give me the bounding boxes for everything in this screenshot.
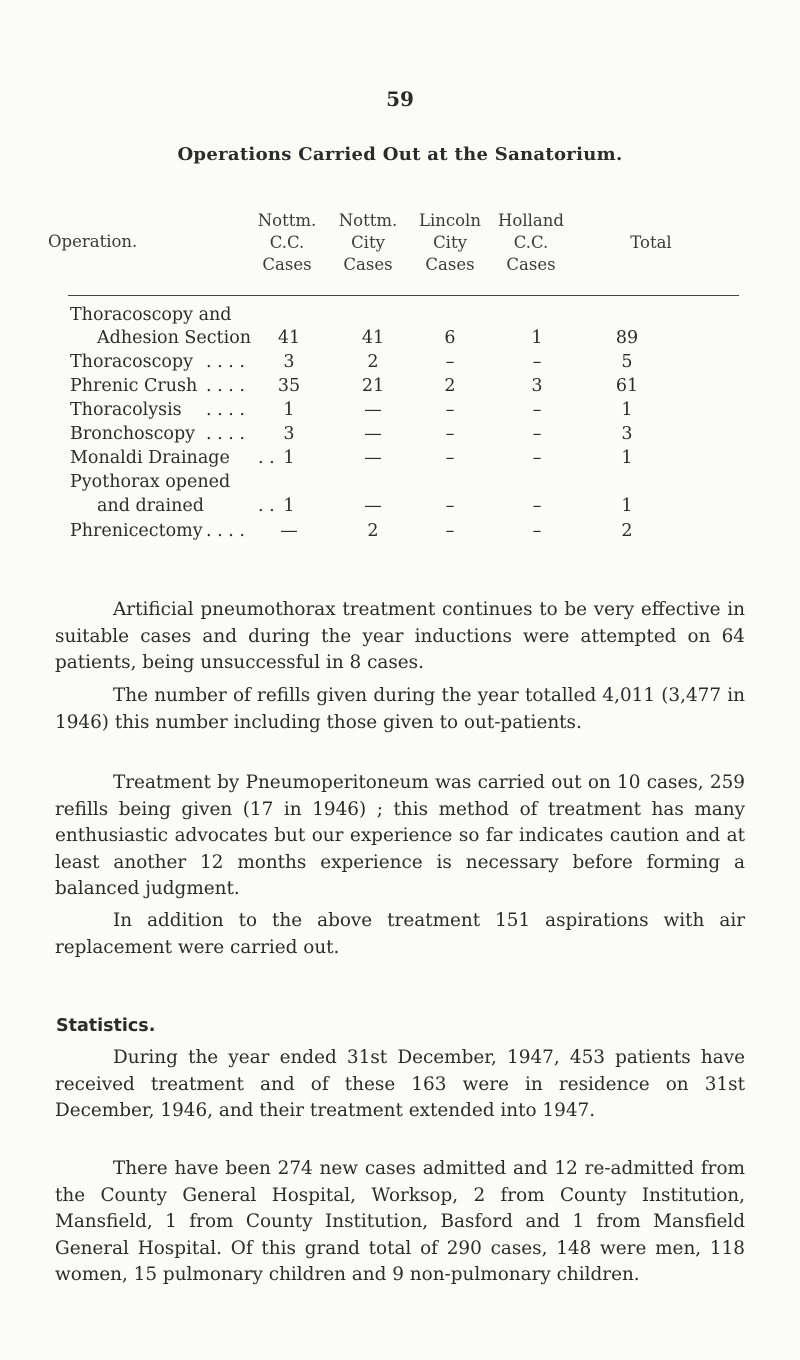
cell-holland-cc: – bbox=[532, 352, 542, 372]
cell-holland-cc: 1 bbox=[531, 328, 543, 348]
header-operation: Operation. bbox=[48, 232, 138, 251]
cell-notts-cc: 3 bbox=[283, 424, 295, 444]
cell-notts-city: 2 bbox=[367, 352, 379, 372]
cell-lincoln-city: 6 bbox=[444, 328, 456, 348]
paragraph-aspirations bbox=[55, 908, 745, 961]
cell-notts-cc: 1 bbox=[283, 496, 295, 516]
cell-notts-cc: 41 bbox=[277, 328, 301, 348]
table-row bbox=[0, 448, 800, 472]
paragraph-text: There have been 274 new cases admitted and 12 re-admitted from the County General Hospital, Worksop, 2 from County Institution, Mansfield, 1 from County Institution, Basford and 1 from Mansfield General Hospital. Of this grand total of 290 cases, 148 were men, 118 women, 15 pulmonary children and 9 non-pulmonary children. bbox=[55, 1158, 745, 1285]
cell-notts-city: 41 bbox=[361, 328, 385, 348]
row-label: Adhesion Section bbox=[97, 328, 251, 348]
leader-dots: . . bbox=[258, 448, 275, 468]
cell-lincoln-city: 2 bbox=[444, 376, 456, 396]
header-line: C.C. bbox=[513, 233, 549, 252]
cell-holland-cc: – bbox=[532, 400, 542, 420]
table-row bbox=[0, 352, 800, 376]
cell-total: 2 bbox=[621, 521, 633, 541]
table-row bbox=[0, 521, 800, 545]
cell-notts-cc: 1 bbox=[283, 448, 295, 468]
table-row bbox=[0, 496, 800, 520]
leader-dots: . . . . bbox=[206, 352, 245, 372]
header-line: Cases bbox=[425, 255, 475, 274]
row-label: and drained bbox=[97, 496, 204, 516]
cell-holland-cc: – bbox=[532, 521, 542, 541]
table-row bbox=[0, 424, 800, 448]
cell-holland-cc: 3 bbox=[531, 376, 543, 396]
cell-notts-city: 21 bbox=[361, 376, 385, 396]
header-line: Nottm. bbox=[338, 211, 398, 230]
cell-notts-cc: 35 bbox=[277, 376, 301, 396]
table-row bbox=[0, 305, 800, 329]
row-label: Phrenicectomy bbox=[70, 521, 203, 541]
row-label: Phrenic Crush bbox=[70, 376, 198, 396]
leader-dots: . . . . bbox=[206, 376, 245, 396]
table-row bbox=[0, 376, 800, 400]
header-line: City bbox=[351, 233, 385, 252]
table-row bbox=[0, 400, 800, 424]
cell-notts-city: 2 bbox=[367, 521, 379, 541]
paragraph-text: In addition to the above treatment 151 aspirations with air replacement were carried out. bbox=[55, 910, 745, 958]
paragraph-refills bbox=[55, 683, 745, 736]
header-rule bbox=[68, 295, 739, 296]
row-label: Pyothorax opened bbox=[70, 472, 231, 492]
header-line: Nottm. bbox=[257, 211, 317, 230]
paragraph-text: Artificial pneumothorax treatment continues to be very effective in suitable cases and during the year inductions were attempted on 64 patients, being unsuccessful in 8 cases. bbox=[55, 599, 745, 673]
row-label: Thoracoscopy bbox=[70, 352, 194, 372]
header-line: City bbox=[433, 233, 467, 252]
section-heading-statistics: Statistics. bbox=[56, 1016, 156, 1036]
cell-notts-city: — bbox=[364, 496, 382, 516]
row-label: Bronchoscopy bbox=[70, 424, 196, 444]
cell-holland-cc: – bbox=[532, 496, 542, 516]
paragraph-pneumoperitoneum bbox=[55, 770, 745, 903]
row-label: Monaldi Drainage bbox=[70, 448, 230, 468]
cell-lincoln-city: – bbox=[445, 496, 455, 516]
leader-dots: . . . . bbox=[206, 400, 245, 420]
cell-lincoln-city: – bbox=[445, 400, 455, 420]
cell-total: 89 bbox=[615, 328, 639, 348]
paragraph-statistics bbox=[55, 1045, 745, 1125]
cell-holland-cc: – bbox=[532, 448, 542, 468]
cell-lincoln-city: – bbox=[445, 521, 455, 541]
cell-lincoln-city: – bbox=[445, 352, 455, 372]
cell-notts-cc: — bbox=[280, 521, 298, 541]
cell-total: 5 bbox=[621, 352, 633, 372]
page-number: 59 bbox=[386, 87, 414, 111]
cell-total: 61 bbox=[615, 376, 639, 396]
cell-lincoln-city: – bbox=[445, 424, 455, 444]
cell-lincoln-city: – bbox=[445, 448, 455, 468]
paragraph-text: The number of refills given during the year totalled 4,011 (3,477 in 1946) this number including those given to out-patients. bbox=[55, 685, 745, 733]
header-line: Holland bbox=[498, 211, 564, 230]
header-line: Cases bbox=[262, 255, 312, 274]
cell-total: 1 bbox=[621, 448, 633, 468]
header-holland-cc bbox=[481, 210, 581, 276]
cell-notts-city: — bbox=[364, 424, 382, 444]
cell-notts-cc: 3 bbox=[283, 352, 295, 372]
cell-notts-city: — bbox=[364, 400, 382, 420]
header-line: Cases bbox=[506, 255, 556, 274]
table-row bbox=[0, 328, 800, 352]
row-label: Thoracolysis bbox=[70, 400, 182, 420]
cell-notts-cc: 1 bbox=[283, 400, 295, 420]
cell-total: 1 bbox=[621, 400, 633, 420]
header-line: Cases bbox=[343, 255, 393, 274]
paragraph-pneumothorax bbox=[55, 597, 745, 677]
cell-total: 3 bbox=[621, 424, 633, 444]
cell-notts-city: — bbox=[364, 448, 382, 468]
header-total: Total bbox=[630, 233, 672, 252]
header-line: Lincoln bbox=[419, 211, 481, 230]
paragraph-text: During the year ended 31st December, 1947, 453 patients have received treatment and of these 163 were in residence on 31st December, 1946, and their treatment extended into 1947. bbox=[55, 1047, 745, 1121]
cell-total: 1 bbox=[621, 496, 633, 516]
paragraph-admissions bbox=[55, 1156, 745, 1289]
leader-dots: . . . . bbox=[206, 424, 245, 444]
leader-dots: . . . . bbox=[206, 521, 245, 541]
page-title: Operations Carried Out at the Sanatorium. bbox=[177, 144, 623, 165]
table-row bbox=[0, 472, 800, 496]
header-line: C.C. bbox=[269, 233, 305, 252]
leader-dots: . . bbox=[258, 496, 275, 516]
row-label: Thoracoscopy and bbox=[70, 305, 232, 325]
cell-holland-cc: – bbox=[532, 424, 542, 444]
paragraph-text: Treatment by Pneumoperitoneum was carried out on 10 cases, 259 refills being given (17 in 1946) ; this method of treatment has many enthusiastic advocates but our experience so far indicates caution and at least another 12 months experience is necessary before forming a balanced judgment. bbox=[55, 772, 745, 899]
